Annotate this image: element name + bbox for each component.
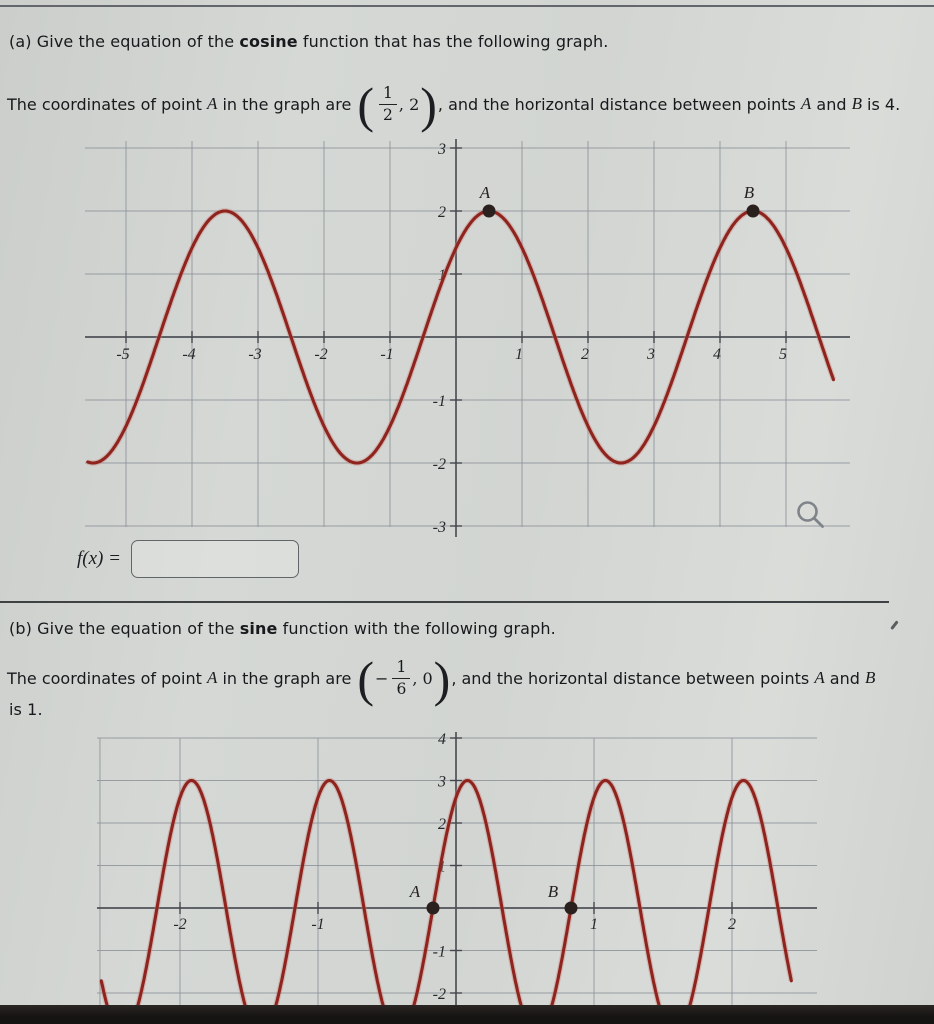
point-b-var: B: [851, 94, 862, 113]
prompt-b-text2: function with the following graph.: [277, 619, 556, 638]
top-divider: [0, 5, 934, 7]
point-a-var: A: [207, 94, 218, 113]
stray-mark: [890, 620, 898, 629]
fraction-b: [392, 658, 410, 699]
coord-a-text4: and: [811, 94, 852, 114]
svg-text:1: 1: [590, 916, 598, 933]
coord-b-text2: in the graph are: [217, 668, 357, 688]
svg-text:-3: -3: [432, 519, 446, 536]
point-a-var-b: A: [207, 668, 218, 687]
svg-text:-2: -2: [173, 916, 187, 933]
coord-a-second: , 2: [398, 94, 420, 114]
prompt-a: [9, 32, 608, 51]
fraction-a: [379, 84, 397, 125]
prompt-b-bold: sine: [239, 619, 278, 638]
point-a-var2: A: [800, 94, 812, 113]
svg-text:-2: -2: [314, 346, 328, 363]
coord-b-wrap-line: is 1.: [9, 700, 43, 719]
coord-b-text: The coordinates of point: [7, 668, 207, 688]
answer-input-a[interactable]: [131, 540, 299, 578]
svg-text:1: 1: [438, 858, 446, 876]
svg-text:-5: -5: [116, 346, 130, 363]
svg-text:-1: -1: [311, 916, 325, 933]
svg-text:3: 3: [647, 346, 655, 363]
coordinates-line-a: The coordinates of point A in the graph are ( $\frac{1}{2}$ , 2 ) , and the horizontal distance between points A and B is 4.: [7, 77, 901, 133]
coord-b-text4: and: [824, 668, 865, 688]
point-b-var-b: B: [864, 668, 876, 687]
svg-text:A: A: [479, 183, 491, 202]
svg-text:-4: -4: [182, 346, 196, 363]
svg-text:-1: -1: [432, 943, 446, 961]
svg-text:B: B: [743, 183, 755, 202]
fraction-denominator-b: 6: [396, 679, 407, 698]
svg-text:2: 2: [438, 816, 446, 833]
coord-a-text: The coordinates of point: [7, 94, 207, 114]
svg-text:2: 2: [728, 916, 736, 933]
fx-label: f(x) =: [77, 548, 121, 569]
svg-text:A: A: [409, 882, 421, 901]
svg-text:4: 4: [713, 346, 721, 363]
fraction-denominator: 2: [383, 105, 393, 124]
svg-text:1: 1: [515, 346, 523, 363]
section-divider: [0, 601, 889, 603]
screen-bezel: [0, 1005, 934, 1024]
svg-text:4: 4: [438, 731, 446, 748]
coord-a-text5: is 4.: [861, 94, 901, 114]
svg-text:5: 5: [779, 346, 787, 363]
prompt-a-text2: function that has the following graph.: [297, 32, 609, 51]
svg-text:-1: -1: [380, 346, 394, 363]
svg-text:-2: -2: [432, 456, 446, 473]
svg-text:B: B: [547, 882, 559, 901]
fraction-numerator-b: 1: [392, 658, 410, 679]
zoom-icon[interactable]: [793, 498, 833, 538]
coord-b-second: , 0: [412, 668, 433, 688]
svg-text:-3: -3: [248, 346, 262, 363]
point-a-var2-b: A: [814, 668, 825, 687]
sine-graph: [60, 730, 860, 1024]
coord-a-text2: in the graph are: [217, 94, 357, 114]
svg-text:-1: -1: [432, 393, 446, 410]
fraction-sign-b: −: [375, 668, 389, 688]
coord-a-text3: , and the horizontal distance between points: [437, 94, 801, 114]
svg-text:2: 2: [581, 346, 589, 363]
answer-row-a: [77, 540, 299, 578]
svg-text:1: 1: [438, 267, 446, 284]
svg-text:-2: -2: [432, 986, 446, 1003]
prompt-a-text: (a) Give the equation of the: [9, 32, 240, 51]
svg-text:3: 3: [438, 141, 446, 158]
coord-b-text3: , and the horizontal distance between points: [451, 668, 815, 688]
prompt-b: [9, 619, 556, 638]
prompt-a-bold: cosine: [239, 32, 298, 51]
svg-text:2: 2: [438, 204, 446, 221]
prompt-b-text: (b) Give the equation of the: [9, 619, 240, 638]
fraction-numerator: 1: [379, 84, 397, 105]
cosine-graph: [60, 135, 860, 545]
coordinates-line-b: The coordinates of point A in the graph are ( − $\frac{1}{6}$ , 0 ) , and the horizontal distance between points A and B: [7, 651, 876, 707]
svg-text:3: 3: [438, 773, 446, 791]
